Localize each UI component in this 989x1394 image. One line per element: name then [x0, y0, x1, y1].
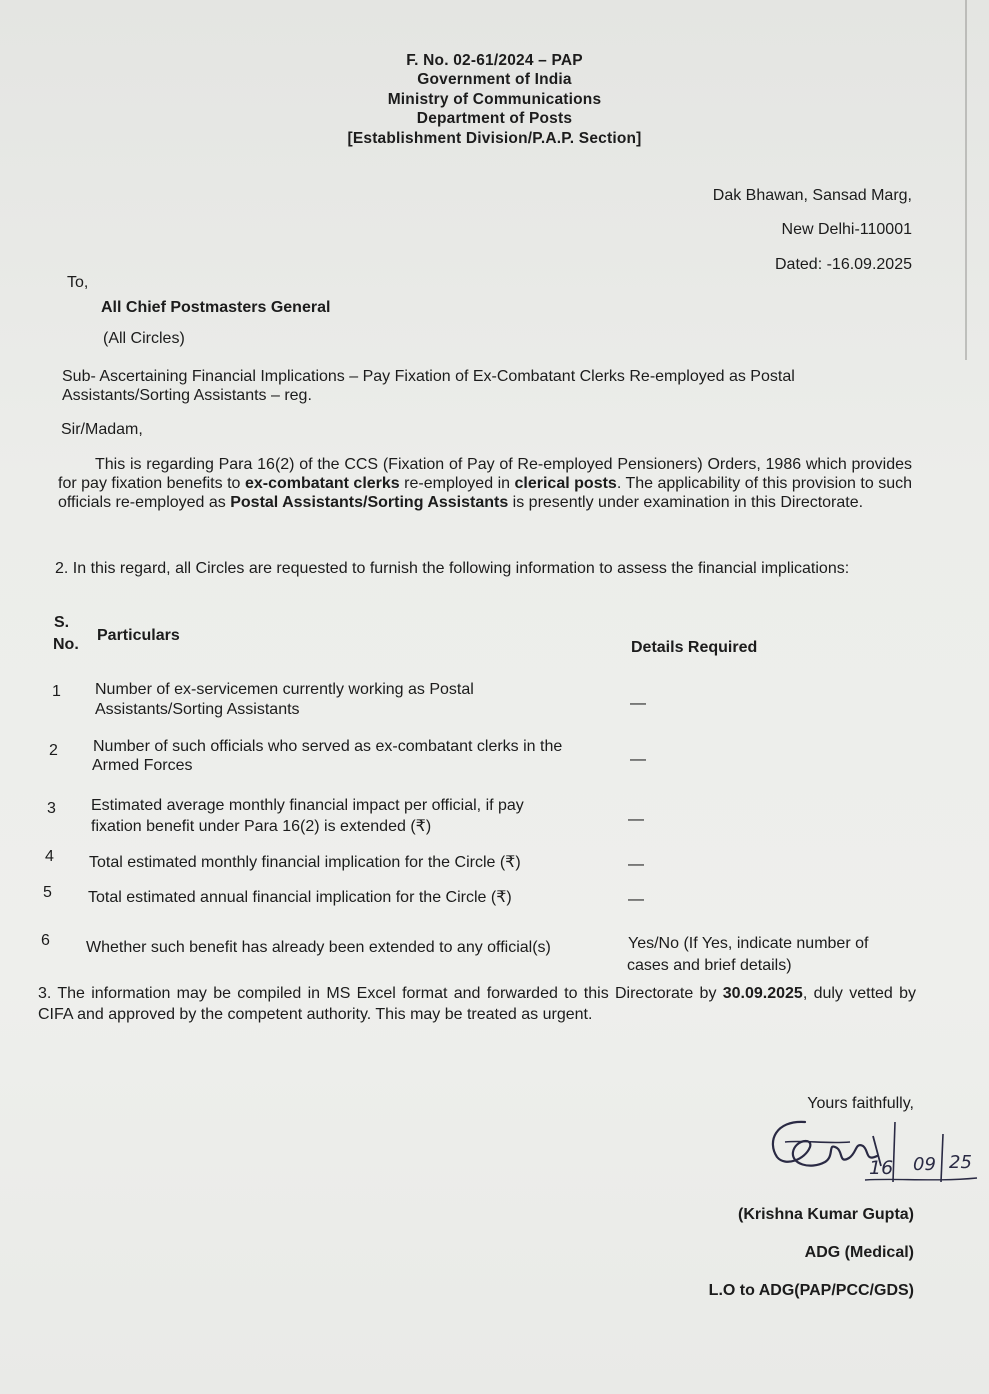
- division-line: [Establishment Division/P.A.P. Section]: [347, 130, 642, 147]
- row-1-text-line-1: Number of ex-servicemen currently working as Postal: [95, 681, 474, 698]
- row-3-text-line-2: fixation benefit under Para 16(2) is extended (₹): [91, 818, 432, 835]
- government-line: Government of India: [417, 71, 572, 88]
- file-number: F. No. 02-61/2024 – PAP: [406, 52, 583, 69]
- signatory-name: (Krishna Kumar Gupta): [737, 1206, 914, 1223]
- paragraph-3: 3. The information may be compiled in MS Excel format and forwarded to this Directorate by 30.09.2025, duly vetted by CIFA and approved by the competent authority. This may be treated as urgent.: [38, 985, 917, 1023]
- row-6-text: Whether such benefit has already been extended to any official(s): [86, 939, 551, 956]
- row-5-detail: —: [628, 891, 644, 908]
- table-header-sno-1: S.: [54, 614, 70, 631]
- row-4-text: Total estimated monthly financial implication for the Circle (₹): [89, 854, 521, 871]
- paragraph-1: This is regarding Para 16(2) of the CCS (Fixation of Pay of Re-employed Pensioners) Orders, 1986 which provides for pay fixation benefits to ex-combatant clerks re-employed in clerical posts. The applicability of this provision to such officials re-employed as Postal Assistants/Sorting Assistants is presently under examination in this Directorate.: [58, 456, 913, 511]
- row-3-number: 3: [47, 800, 56, 817]
- row-6-detail-line-2: cases and brief details): [627, 957, 792, 974]
- table-header-particulars: Particulars: [97, 627, 180, 644]
- row-1-number: 1: [52, 683, 61, 700]
- row-4-number: 4: [45, 848, 54, 865]
- svg-text:16: 16: [869, 1157, 894, 1179]
- row-5-text: Total estimated annual financial implication for the Circle (₹): [88, 889, 512, 906]
- ministry-line: Ministry of Communications: [387, 91, 602, 108]
- recipient-circles: (All Circles): [103, 330, 185, 347]
- department-line: Department of Posts: [416, 110, 573, 127]
- subject-line-1: Sub- Ascertaining Financial Implications – Pay Fixation of Ex-Combatant Clerks Re-employed as Postal: [62, 368, 795, 385]
- address-line-2: New Delhi-110001: [781, 221, 912, 238]
- letter-date: Dated: -16.09.2025: [775, 256, 912, 273]
- row-4-detail: —: [628, 856, 644, 873]
- svg-text:09: 09: [913, 1154, 936, 1175]
- row-2-text-line-1: Number of such officials who served as ex-combatant clerks in the: [93, 738, 563, 755]
- paragraph-2: 2. In this regard, all Circles are requested to furnish the following information to assess the financial implications:: [55, 560, 850, 577]
- row-2-detail: —: [630, 751, 646, 768]
- yours-faithfully: Yours faithfully,: [807, 1095, 914, 1112]
- row-2-text-line-2: Armed Forces: [92, 757, 193, 774]
- signatory-lo: L.O to ADG(PAP/PCC/GDS): [708, 1282, 914, 1299]
- table-header-details: Details Required: [631, 639, 758, 656]
- svg-text:25: 25: [949, 1152, 972, 1173]
- row-1-text-line-2: Assistants/Sorting Assistants: [95, 701, 300, 718]
- row-1-detail: —: [630, 695, 646, 712]
- recipient: All Chief Postmasters General: [101, 299, 331, 316]
- row-3-text-line-1: Estimated average monthly financial impact per official, if pay: [91, 797, 524, 814]
- signatory-designation: ADG (Medical): [804, 1244, 914, 1261]
- salutation: Sir/Madam,: [61, 421, 143, 438]
- subject-line-2: Assistants/Sorting Assistants – reg.: [62, 387, 312, 404]
- row-6-number: 6: [41, 932, 50, 949]
- signature-image: [765, 1112, 985, 1202]
- table-header-sno-2: No.: [53, 636, 79, 653]
- row-6-detail-line-1: Yes/No (If Yes, indicate number of: [628, 935, 869, 952]
- row-2-number: 2: [49, 742, 58, 759]
- row-3-detail: —: [628, 811, 644, 828]
- row-5-number: 5: [43, 884, 52, 901]
- to-label: To,: [67, 274, 89, 291]
- address-line-1: Dak Bhawan, Sansad Marg,: [712, 187, 912, 204]
